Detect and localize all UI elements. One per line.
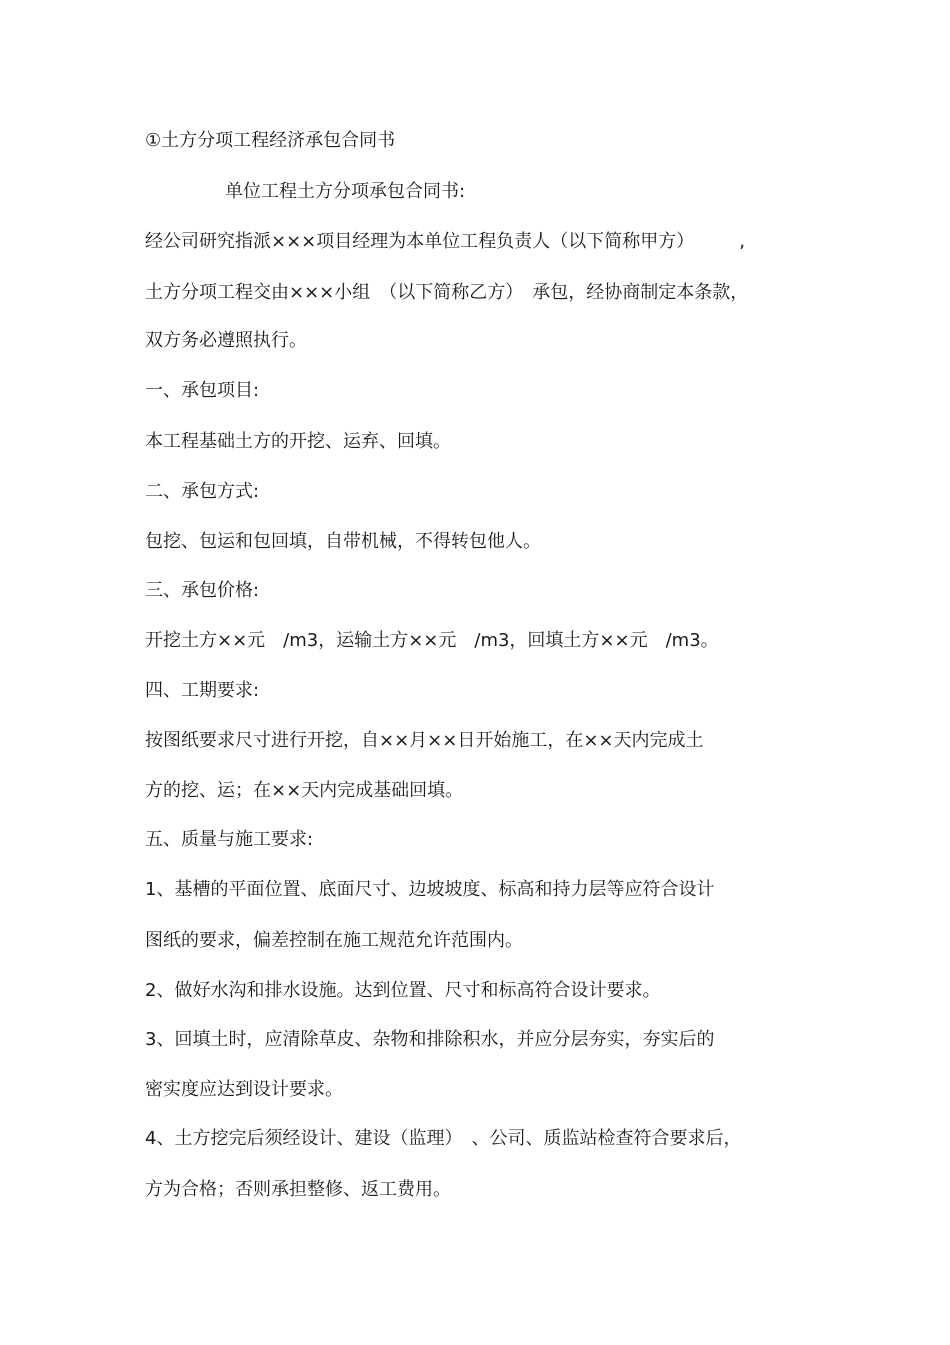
- item-3-line-2: 密实度应达到设计要求。: [145, 1079, 343, 1100]
- section-3-title: 三、承包价格:: [145, 580, 260, 601]
- intro-line-2: 土方分项工程交由×××小组 （以下简称乙方） 承包，经协商制定本条款，: [145, 282, 749, 303]
- section-5-title: 五、质量与施工要求:: [145, 829, 314, 850]
- item-1-line-2: 图纸的要求，偏差控制在施工规范允许范围内。: [145, 930, 523, 951]
- section-4-line-1: 按图纸要求尺寸进行开挖，自××月××日开始施工，在××天内完成土: [145, 730, 704, 751]
- item-1-line-1: 1、基槽的平面位置、底面尺寸、边坡坡度、标高和持力层等应符合设计: [145, 879, 715, 900]
- section-2-title: 二、承包方式:: [145, 481, 260, 502]
- intro-line-3: 双方务必遵照执行。: [145, 330, 307, 351]
- section-1-title: 一、承包项目:: [145, 380, 260, 401]
- item-4-line-1: 4、土方挖完后须经设计、建设（监理） 、公司、质监站检查符合要求后，: [145, 1128, 742, 1149]
- section-3-text: 开挖土方××元 /m3，运输土方××元 /m3，回填土方××元 /m3。: [145, 630, 719, 651]
- section-4-title: 四、工期要求:: [145, 680, 260, 701]
- section-1-text: 本工程基础土方的开挖、运弃、回填。: [145, 431, 451, 452]
- section-2-text: 包挖、包运和包回填，自带机械，不得转包他人。: [145, 531, 541, 552]
- intro-line-1: 经公司研究指派×××项目经理为本单位工程负责人（以下简称甲方） ,: [145, 231, 745, 252]
- document-heading: ①土方分项工程经济承包合同书: [145, 130, 396, 151]
- item-4-line-2: 方为合格；否则承担整修、返工费用。: [145, 1179, 451, 1200]
- section-4-line-2: 方的挖、运；在××天内完成基础回填。: [145, 780, 464, 801]
- item-2-line-1: 2、做好水沟和排水设施。达到位置、尺寸和标高符合设计要求。: [145, 980, 661, 1001]
- item-3-line-1: 3、回填土时，应清除草皮、杂物和排除积水，并应分层夯实，夯实后的: [145, 1029, 715, 1050]
- contract-subheading: 单位工程土方分项承包合同书:: [225, 181, 466, 202]
